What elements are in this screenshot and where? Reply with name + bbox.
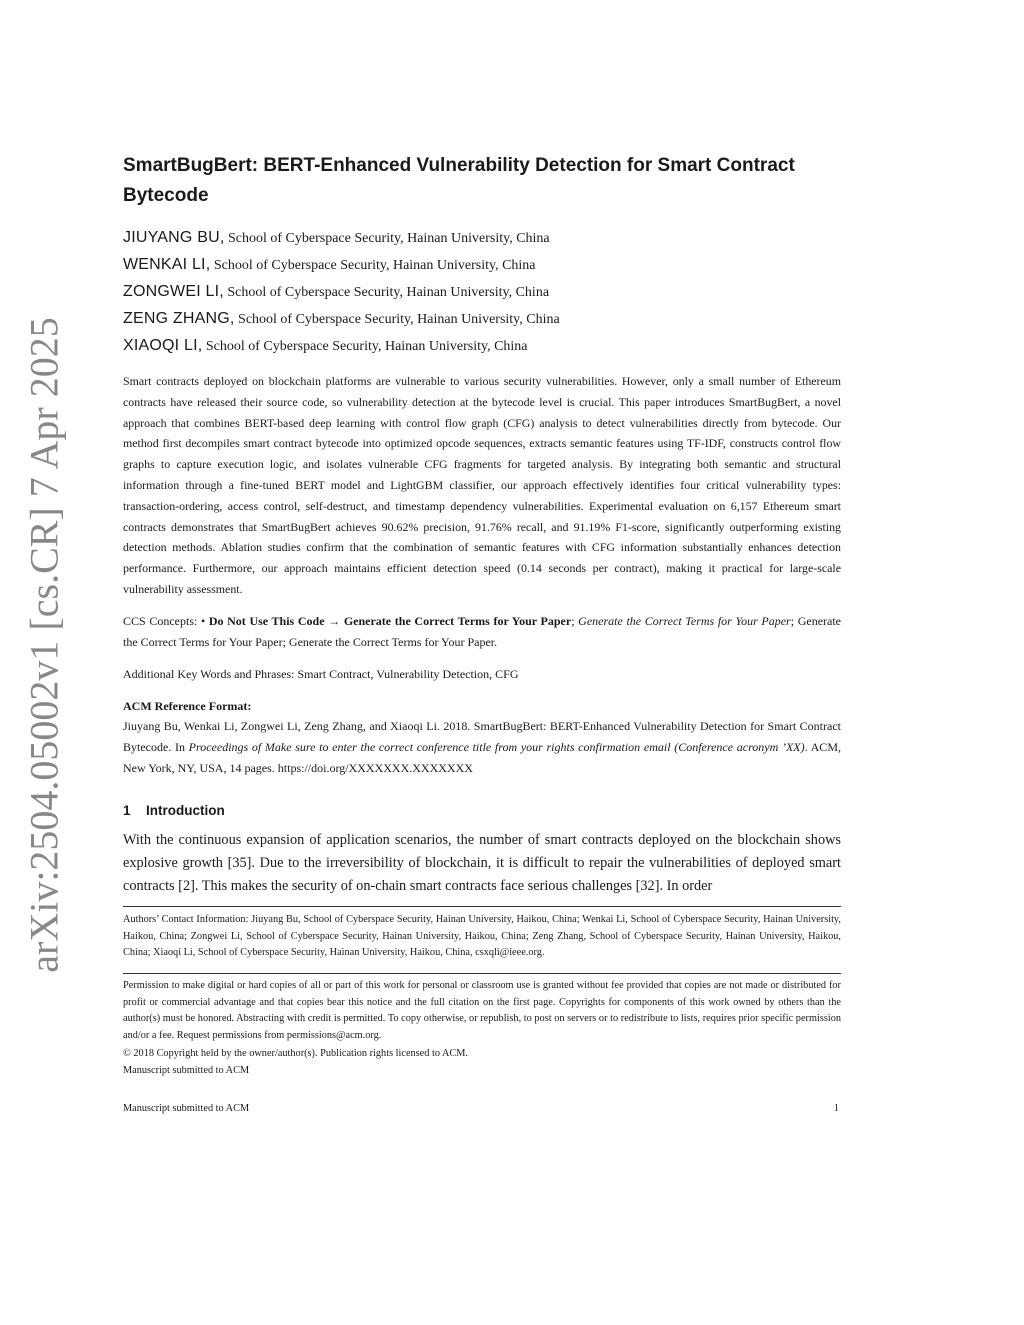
ccs-bold-term: Do Not Use This Code → Generate the Correct Terms for Your Paper xyxy=(208,614,572,628)
arxiv-stamp: arXiv:2504.05002v1 [cs.CR] 7 Apr 2025 xyxy=(21,317,67,973)
footnote-divider xyxy=(123,906,841,907)
page-footer xyxy=(123,1101,841,1117)
acm-reference-start: Jiuyang Bu, Wenkai Li, Zongwei Li, Zeng Zhang, and Xiaoqi Li. 2018. SmartBugBert: BERT-Enhanced Vulnerability Detection for Smart Contract Bytecode. In xyxy=(123,719,841,754)
author-name: ZONGWEI LI, xyxy=(123,283,224,300)
author-name: ZENG ZHANG, xyxy=(123,310,235,327)
ccs-concepts: CCS Concepts: • Do Not Use This Code → Generate the Correct Terms for Your Paper; Generate the Correct Terms for Your Paper; Generate the Correct Terms for Your Paper; Generate the Correct Terms for Your Paper. xyxy=(123,614,841,649)
acm-reference-heading: ACM Reference Format: xyxy=(123,699,252,713)
author-entry xyxy=(123,307,841,334)
ccs-rest: ; Generate the Correct Terms for Your Paper; Generate the Correct Terms for Your Paper. xyxy=(123,614,841,649)
introduction-paragraph: With the continuous expansion of application scenarios, the number of smart contracts deployed on the blockchain shows explosive growth [35]. Due to the irreversibility of blockchain, it is difficult to repair the vulnerabilities of deployed smart contracts [2]. This makes the security of on-chain smart contracts face serious challenges [32]. In order xyxy=(123,832,841,894)
acm-reference-format xyxy=(123,696,841,779)
keywords: Additional Key Words and Phrases: Smart Contract, Vulnerability Detection, CFG xyxy=(123,667,519,681)
copyright-notice: © 2018 Copyright held by the owner/author(s). Publication rights licensed to ACM. xyxy=(123,1048,469,1059)
acm-reference-end: . ACM, New York, NY, USA, 14 pages. https://doi.org/XXXXXXX.XXXXXXX xyxy=(123,740,841,775)
ccs-label: CCS Concepts: • xyxy=(123,614,206,628)
permission-divider xyxy=(123,973,841,974)
acm-reference-venue: Proceedings of Make sure to enter the correct conference title from your rights confirmation email (Conference acronym ’XX) xyxy=(188,740,805,754)
author-name: WENKAI LI, xyxy=(123,256,211,273)
manuscript-note: Manuscript submitted to ACM xyxy=(123,1065,250,1076)
section-title: Introduction xyxy=(146,803,225,818)
abstract: Smart contracts deployed on blockchain platforms are vulnerable to various security vulnerabilities. However, only a small number of Ethereum contracts have released their source code, so vulnerability detection at the bytecode level is crucial. This paper introduces SmartBugBert, a novel approach that combines BERT-based deep learning with control flow graph (CFG) analysis to detect vulnerabilities directly from bytecode. Our method first decompiles smart contract bytecode into optimized opcode sequences, extracts semantic features using TF-IDF, constructs control flow graphs to capture execution logic, and isolates vulnerable CFG fragments for targeted analysis. By integrating both semantic and structural information through a fine-tuned BERT model and LightGBM classifier, our approach effectively identifies four critical vulnerability types: transaction-ordering, access control, self-destruct, and timestamp dependency vulnerabilities. Experimental evaluation on 6,157 Ethereum smart contracts demonstrates that SmartBugBert achieves 90.62% precision, 91.76% recall, and 91.19% F1-score, significantly outperforming existing detection methods. Ablation studies confirm that the combination of semantic features with CFG information substantially enhances detection performance. Furthermore, our approach maintains efficient detection speed (0.14 seconds per contract), making it practical for large-scale vulnerability assessment. xyxy=(123,374,841,596)
author-list xyxy=(123,226,841,361)
permission-notice: Permission to make digital or hard copies of all or part of this work for personal or classroom use is granted without fee provided that copies are not made or distributed for profit or commercial advantage and that copies bear this notice and the full citation on the first page. Copyrights for components of this work owned by others than the author(s) must be honored. Abstracting with credit is permitted. To copy otherwise, or republish, to post on servers or to redistribute to lists, requires prior specific permission and/or a fee. Request permissions from permissions@acm.org. xyxy=(123,980,841,1041)
author-name: JIUYANG BU, xyxy=(123,229,225,246)
author-entry xyxy=(123,253,841,280)
author-affiliation: School of Cyberspace Security, Hainan University, China xyxy=(227,231,550,246)
author-entry xyxy=(123,226,841,253)
author-contact-info: Authors’ Contact Information: Jiuyang Bu, School of Cyberspace Security, Hainan University, Haikou, China; Wenkai Li, School of Cyberspace Security, Hainan University, Haikou, China; Zongwei Li, School of Cyberspace Security, Hainan University, Haikou, China; Zeng Zhang, School of Cyberspace Security, Hainan University, Haikou, China; Xiaoqi Li, School of Cyberspace Security, Hainan University, Haikou, China, csxqli@ieee.org. xyxy=(123,914,841,958)
ccs-italic-term: Generate the Correct Terms for Your Paper xyxy=(578,614,791,628)
author-entry xyxy=(123,280,841,307)
page-number: 1 xyxy=(833,1103,839,1114)
paper-title: SmartBugBert: BERT-Enhanced Vulnerability Detection for Smart Contract Bytecode xyxy=(123,155,795,206)
author-affiliation: School of Cyberspace Security, Hainan University, China xyxy=(227,285,550,300)
footer-left-text: Manuscript submitted to ACM xyxy=(123,1103,250,1114)
author-entry xyxy=(123,334,841,361)
section-heading-introduction xyxy=(123,801,225,821)
author-affiliation: School of Cyberspace Security, Hainan University, China xyxy=(238,312,560,327)
acm-reference-body xyxy=(123,716,841,779)
section-number: 1 xyxy=(123,803,131,818)
author-affiliation: School of Cyberspace Security, Hainan University, China xyxy=(205,339,528,354)
author-name: XIAOQI LI, xyxy=(123,337,203,354)
author-affiliation: School of Cyberspace Security, Hainan University, China xyxy=(213,258,536,273)
